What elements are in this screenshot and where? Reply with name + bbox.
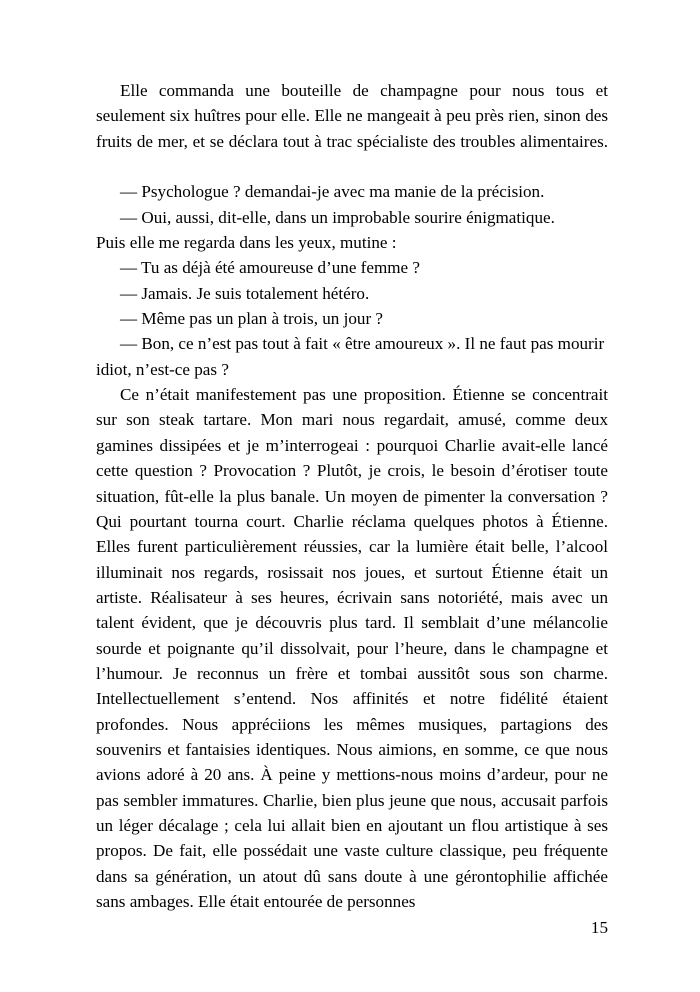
dialogue-line-amoureuse: — Tu as déjà été amoureuse d’une femme ? (120, 258, 420, 278)
dialogue-line-plan-a-trois: — Même pas un plan à trois, un jour ? (120, 309, 384, 329)
dialogue-line-bon-etre-amoureux: — Bon, ce n’est pas tout à fait « être amoureux ». Il ne faut pas mourir idiot, n’est-ce pas ? (96, 334, 605, 379)
page-number: 15 (590, 918, 608, 937)
page-text-block (96, 78, 608, 914)
paragraph-body: Ce n’était manifestement pas une proposition. Étienne se concentrait sur son steak tartare. Mon mari nous regardait, amusé, comme deux gamines dissipées et je m’interrogeai : pourquoi Charlie avait-elle lancé cette question ? Provocation ? Plutôt, je crois, le besoin d’érotiser toute situation, fût-elle la plus banale. Un moyen de pimenter la conversation ? Qui pourtant tourna court. Charlie réclama quelques photos à Étienne. Elles furent particulièrement réussies, car la lumière était belle, l’alcool illuminait nos regards, rosissait nos joues, et surtout Étienne était un artiste. Réalisateur à ses heures, écrivain sans notoriété, mais avec un talent évident, que je découvris plus tard. Il semblait d’une mélancolie sourde et poignante qu’il dissolvait, pour l’heure, dans le champagne et l’humour. Je reconnus un frère et tombai aussitôt sous son charme. Intellectuellement s’entend. Nos affinités et notre fidélité étaient profondes. Nous appréciions les mêmes musiques, partagions des souvenirs et fantaisies identiques. Nous aimions, en somme, ce que nous avions adoré à 20 ans. À peine y mettions-nous moins d’ardeur, pour ne pas sembler immatures. Charlie, bien plus jeune que nous, accusait parfois un léger décalage ; cela lui allait bien en ajoutant un flou artistique à ses propos. De fait, elle possédait une vaste culture classique, peu fréquente dans sa génération, un atout dû sans doute à une gérontophilie affichée sans ambages. Elle était entourée de personnes (96, 385, 608, 911)
dialogue-narration-regarda: Puis elle me regarda dans les yeux, mutine : (96, 233, 397, 253)
dialogue-line-jamais: — Jamais. Je suis totalement hétéro. (120, 283, 370, 303)
dialogue-line-psychologue: — Psychologue ? demandai-je avec ma manie de la précision. (120, 182, 545, 202)
paragraph-opening: Elle commanda une bouteille de champagne pour nous tous et seulement six huîtres pour elle. Elle ne mangeait à peu près rien, sinon des fruits de mer, et se déclara tout à trac spécialiste des troubles alimentaires. (96, 81, 608, 151)
dialogue-line-oui-aussi: — Oui, aussi, dit-elle, dans un improbable sourire énigmatique. (120, 207, 555, 227)
